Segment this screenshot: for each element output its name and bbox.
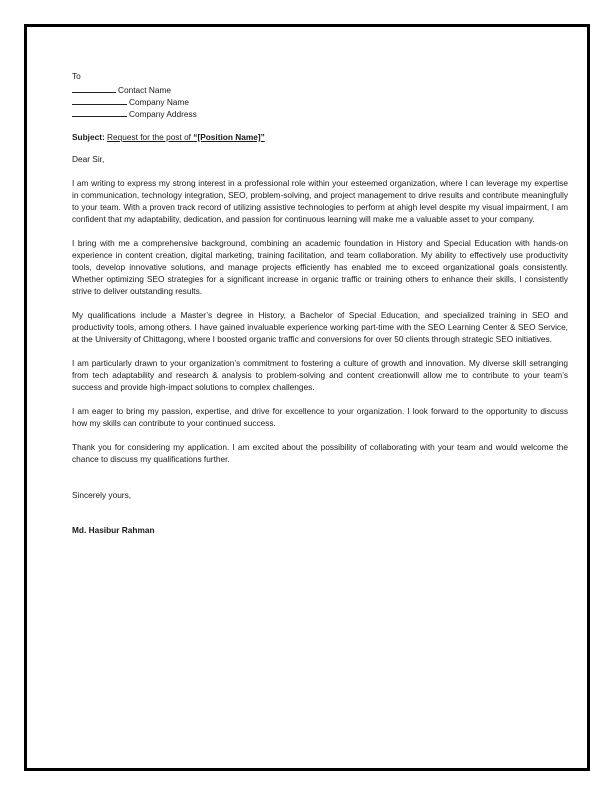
recipient-company-address <box>72 107 568 119</box>
paragraph-thanks: Thank you for considering my application. I am excited about the possibility of collaborating with your team and would welcome the chance to discuss my qualifications further. <box>72 441 568 464</box>
blank-line <box>72 107 127 117</box>
blank-line <box>72 83 116 93</box>
paragraph-eagerness: I am eager to bring my passion, expertise, and drive for excellence to your organization. I look forward to the opportunity to discuss how my skills can contribute to your continued success. <box>72 405 568 428</box>
position-name: “[Position Name]” <box>193 131 265 142</box>
contact-name-label: Contact Name <box>118 84 172 95</box>
signature-name: Md. Hasibur Rahman <box>72 525 155 536</box>
subject-label: Subject: <box>72 131 105 142</box>
greeting: Dear Sir, <box>72 154 105 165</box>
company-address-label: Company Address <box>129 109 197 120</box>
paragraph-intro: I am writing to express my strong interest in a professional role within your esteemed organization, where I can leverage my expertise in communication, technology integration, SEO, problem-solving, and project management to drive results and contribute meaningfully to your team. With a proven track record of utilizing assistive technologies to perform at ahigh level despite my visual impairment, I am confident that my adaptability, dedication, and passion for continuous learning will make me a valuable asset to your company. <box>72 178 568 225</box>
paragraph-motivation: I am particularly drawn to your organization’s commitment to fostering a culture of growth and innovation. My diverse skill setranging from tech adaptability and research & analysis to problem-solving and content creationwill allow me to contribute to your team’s success and provide high-impact solutions to complex challenges. <box>72 357 568 392</box>
subject-text: Request for the post of <box>107 131 194 142</box>
recipient-company-name <box>72 95 568 107</box>
subject-line <box>72 132 568 144</box>
closing: Sincerely yours, <box>72 489 132 500</box>
company-name-label: Company Name <box>129 97 189 108</box>
recipient-contact-name <box>72 83 568 95</box>
cover-letter <box>72 71 568 537</box>
paragraph-qualifications: My qualifications include a Master’s degree in History, a Bachelor of Special Education, and specialized training in SEO and productivity tools, among others. I have gained invaluable experience working part-time with the SEO Learning Center & SEO Service, at the University of Chittagong, where I boosted organic traffic and conversions for over 50 clients through strategic SEO initiatives. <box>72 310 568 344</box>
blank-line <box>72 95 127 105</box>
to-label: To <box>72 71 81 81</box>
paragraph-background: I bring with me a comprehensive background, combining an academic foundation in History and Special Education with hands-on experience in content creation, digital marketing, training facilitation, and team collaboration. My ability to effectively use productivity tools, develop innovative solutions, and manage projects efficiently has enabled me to exceed organizational goals consistently. Whether optimizing SEO strategies for a significant increase in organic traffic or training others to enhance their skills, I consistently strive to deliver outstanding results. <box>72 238 568 297</box>
